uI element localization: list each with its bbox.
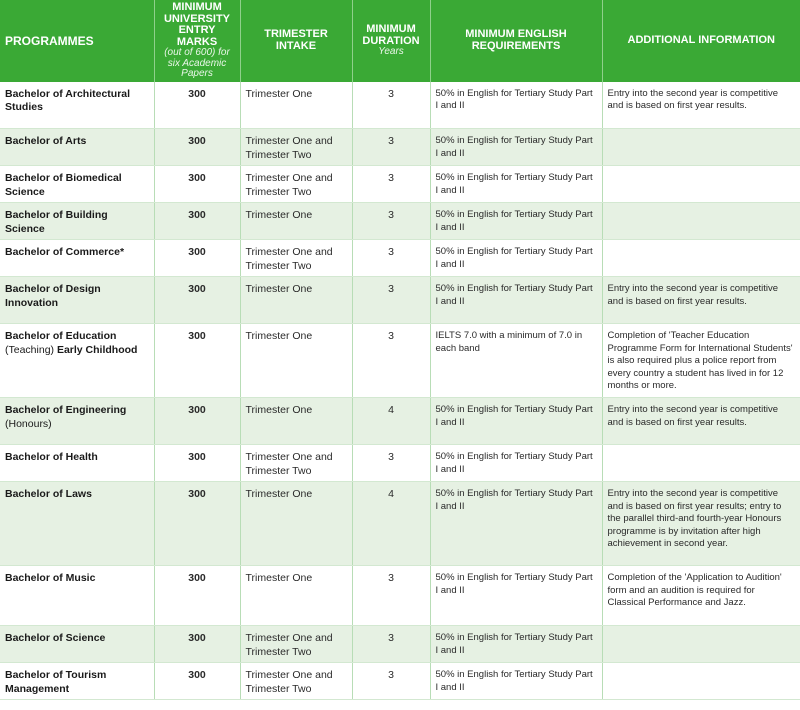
cell-info <box>602 626 800 663</box>
cell-duration: 3 <box>352 166 430 203</box>
cell-trimester: Trimester One <box>240 82 352 129</box>
cell-trimester: Trimester One <box>240 566 352 626</box>
header-duration <box>352 0 430 82</box>
cell-info: Entry into the second year is competitive and is based on first year results. <box>602 82 800 129</box>
table-body <box>0 82 800 700</box>
cell-info <box>602 445 800 482</box>
cell-trimester: Trimester One <box>240 324 352 398</box>
cell-english: 50% in English for Tertiary Study Part I and II <box>430 482 602 566</box>
programme-specialisation: Early Childhood <box>56 343 138 356</box>
programme-name: Bachelor of Science <box>5 632 106 645</box>
cell-trimester: Trimester One and Trimester Two <box>240 240 352 277</box>
cell-english: 50% in English for Tertiary Study Part I and II <box>430 626 602 663</box>
cell-entry-marks: 300 <box>154 277 240 324</box>
cell-info <box>602 129 800 166</box>
programme-name: Bachelor of Design Innovation <box>5 283 101 309</box>
programme-name: Bachelor of Tourism Management <box>5 669 107 695</box>
programme-name: Bachelor of Commerce* <box>5 246 125 259</box>
table-header <box>0 0 800 82</box>
cell-english: 50% in English for Tertiary Study Part I and II <box>430 82 602 129</box>
programme-qualifier: (Teaching) <box>5 343 55 356</box>
cell-entry-marks: 300 <box>154 482 240 566</box>
cell-info <box>602 663 800 700</box>
cell-duration: 3 <box>352 240 430 277</box>
cell-entry-marks: 300 <box>154 240 240 277</box>
cell-trimester: Trimester One and Trimester Two <box>240 663 352 700</box>
cell-programme <box>0 663 154 700</box>
programme-name: Bachelor of Education <box>5 330 117 343</box>
cell-entry-marks: 300 <box>154 566 240 626</box>
cell-programme <box>0 240 154 277</box>
cell-entry-marks: 300 <box>154 663 240 700</box>
cell-trimester: Trimester One and Trimester Two <box>240 445 352 482</box>
cell-info <box>602 166 800 203</box>
cell-programme <box>0 398 154 445</box>
cell-info: Completion of 'Teacher Education Programme Form for International Students' is also required plus a police report from every country a student has lived in for 12 months or more. <box>602 324 800 398</box>
cell-duration: 3 <box>352 203 430 240</box>
cell-english: 50% in English for Tertiary Study Part I and II <box>430 277 602 324</box>
cell-duration: 3 <box>352 277 430 324</box>
header-info: ADDITIONAL INFORMATION <box>602 0 800 82</box>
cell-duration: 3 <box>352 566 430 626</box>
cell-info: Completion of the 'Application to Audition' form and an audition is required for Classical Performance and Jazz. <box>602 566 800 626</box>
cell-duration: 3 <box>352 626 430 663</box>
table-row <box>0 626 800 663</box>
programme-name: Bachelor of Health <box>5 451 98 464</box>
cell-programme <box>0 566 154 626</box>
cell-english: IELTS 7.0 with a minimum of 7.0 in each band <box>430 324 602 398</box>
cell-entry-marks: 300 <box>154 445 240 482</box>
table-row <box>0 398 800 445</box>
cell-english: 50% in English for Tertiary Study Part I and II <box>430 398 602 445</box>
header-programmes: PROGRAMMES <box>0 0 154 82</box>
cell-english: 50% in English for Tertiary Study Part I and II <box>430 445 602 482</box>
programme-name: Bachelor of Engineering <box>5 404 127 417</box>
cell-english: 50% in English for Tertiary Study Part I and II <box>430 129 602 166</box>
table-row <box>0 566 800 626</box>
table-row <box>0 324 800 398</box>
cell-english: 50% in English for Tertiary Study Part I and II <box>430 166 602 203</box>
programme-name: Bachelor of Laws <box>5 488 92 501</box>
header-trimester: TRIMESTER INTAKE <box>240 0 352 82</box>
cell-duration: 3 <box>352 663 430 700</box>
cell-info: Entry into the second year is competitive and is based on first year results; entry to the parallel third-and fourth-year Honours programme is by invitation after high achievement in second year. <box>602 482 800 566</box>
cell-entry-marks: 300 <box>154 203 240 240</box>
cell-programme <box>0 482 154 566</box>
table-row <box>0 663 800 700</box>
programme-name: Bachelor of Architectural Studies <box>5 87 131 114</box>
table-row <box>0 129 800 166</box>
cell-programme <box>0 277 154 324</box>
cell-info: Entry into the second year is competitive and is based on first year results. <box>602 398 800 445</box>
cell-duration: 3 <box>352 324 430 398</box>
programme-qualifier: (Honours) <box>5 417 52 430</box>
table-row <box>0 445 800 482</box>
cell-trimester: Trimester One <box>240 277 352 324</box>
table-row <box>0 240 800 277</box>
cell-trimester: Trimester One <box>240 398 352 445</box>
table-row <box>0 166 800 203</box>
cell-programme <box>0 203 154 240</box>
header-duration-main: MINIMUM DURATION <box>362 23 420 47</box>
header-entry-marks-main: MINIMUM UNIVERSITY ENTRY MARKS <box>163 1 230 48</box>
header-entry-marks-sub: (out of 600) for six Academic Papers <box>164 47 230 80</box>
cell-trimester: Trimester One <box>240 203 352 240</box>
programme-name: Bachelor of Biomedical Science <box>5 172 122 198</box>
cell-entry-marks: 300 <box>154 398 240 445</box>
header-entry-marks <box>154 0 240 82</box>
cell-programme <box>0 166 154 203</box>
programme-name: Bachelor of Building Science <box>5 209 108 235</box>
cell-trimester: Trimester One and Trimester Two <box>240 166 352 203</box>
table-row <box>0 203 800 240</box>
cell-info <box>602 240 800 277</box>
cell-entry-marks: 300 <box>154 129 240 166</box>
cell-english: 50% in English for Tertiary Study Part I and II <box>430 203 602 240</box>
header-english: MINIMUM ENGLISH REQUIREMENTS <box>430 0 602 82</box>
table-row <box>0 277 800 324</box>
cell-programme <box>0 129 154 166</box>
cell-duration: 4 <box>352 482 430 566</box>
header-duration-sub: Years <box>378 46 404 58</box>
table-row <box>0 82 800 129</box>
cell-trimester: Trimester One <box>240 482 352 566</box>
cell-entry-marks: 300 <box>154 626 240 663</box>
cell-duration: 3 <box>352 129 430 166</box>
cell-programme <box>0 445 154 482</box>
cell-entry-marks: 300 <box>154 324 240 398</box>
cell-info: Entry into the second year is competitive and is based on first year results. <box>602 277 800 324</box>
cell-english: 50% in English for Tertiary Study Part I and II <box>430 240 602 277</box>
cell-entry-marks: 300 <box>154 166 240 203</box>
cell-info <box>602 203 800 240</box>
cell-english: 50% in English for Tertiary Study Part I and II <box>430 566 602 626</box>
cell-duration: 3 <box>352 82 430 129</box>
cell-programme <box>0 82 154 129</box>
cell-entry-marks: 300 <box>154 82 240 129</box>
cell-programme <box>0 626 154 663</box>
table-row <box>0 482 800 566</box>
cell-duration: 4 <box>352 398 430 445</box>
cell-duration: 3 <box>352 445 430 482</box>
cell-english: 50% in English for Tertiary Study Part I and II <box>430 663 602 700</box>
programme-name: Bachelor of Arts <box>5 135 87 148</box>
cell-trimester: Trimester One and Trimester Two <box>240 129 352 166</box>
cell-trimester: Trimester One and Trimester Two <box>240 626 352 663</box>
programme-name: Bachelor of Music <box>5 572 96 585</box>
cell-programme <box>0 324 154 398</box>
